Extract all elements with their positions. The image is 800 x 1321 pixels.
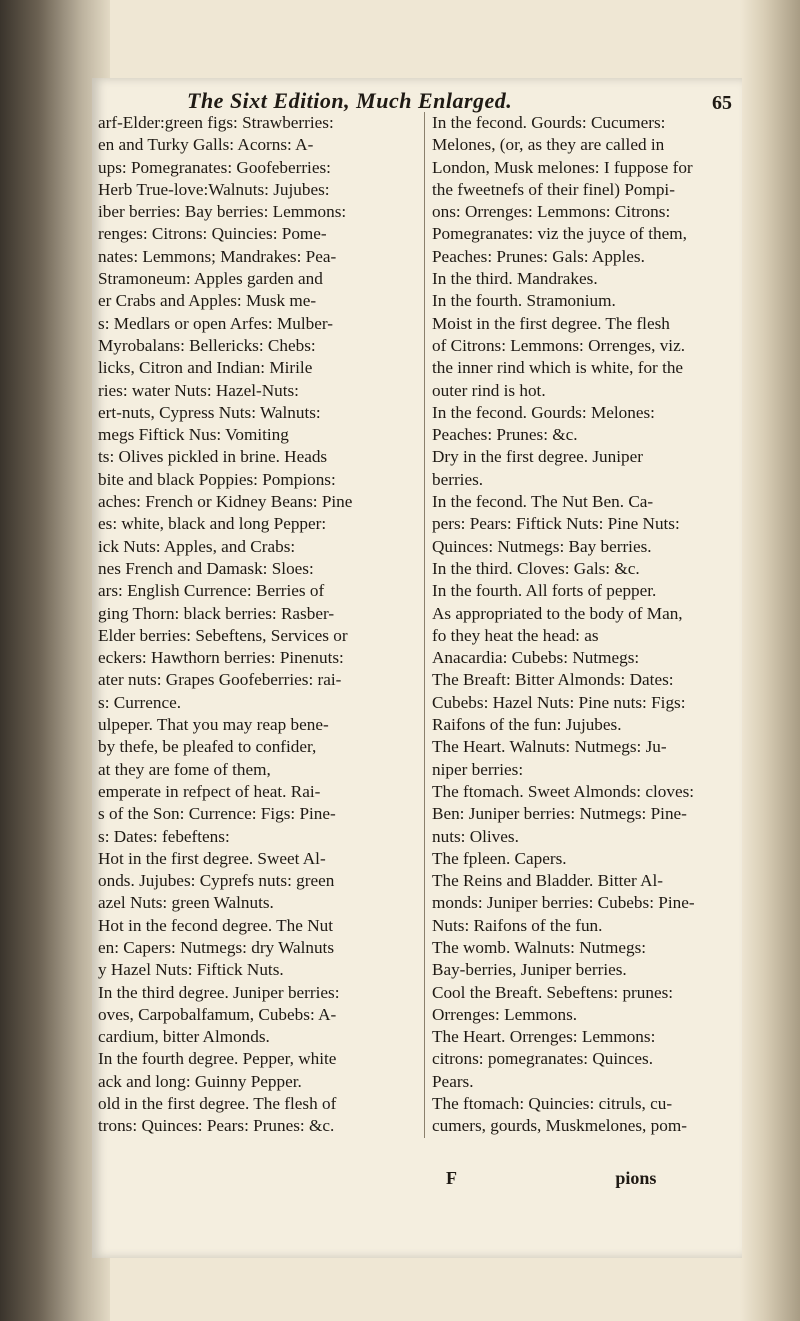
text-line: In the fourth. Stramonium. (432, 291, 616, 311)
text-line: nes French and Damask: Sloes: (98, 558, 314, 578)
text-line: The ftomach: Quincies: citruls, cu- (432, 1094, 673, 1114)
text-line: Pears. (432, 1071, 474, 1091)
text-line: Raifons of the fun: Jujubes. (432, 715, 622, 735)
text-line: nuts: Olives. (432, 826, 519, 846)
text-line: ups: Pomegranates: Goofeberries: (98, 157, 331, 177)
text-line: es: white, black and long Pepper: (98, 514, 327, 534)
text-line: renges: Citrons: Quincies: Pome- (98, 224, 327, 244)
text-line: at they are fome of them, (98, 759, 271, 779)
text-line: cardium, bitter Almonds. (98, 1027, 270, 1047)
text-line: Quinces: Nutmegs: Bay berries. (432, 536, 652, 556)
text-line: citrons: pomegranates: Quinces. (432, 1049, 653, 1069)
text-line: Cubebs: Hazel Nuts: Pine nuts: Figs: (432, 692, 686, 712)
text-line: The womb. Walnuts: Nutmegs: (432, 937, 647, 957)
text-line: ging Thorn: black berries: Rasber- (98, 603, 335, 623)
page-header (112, 82, 732, 116)
right-text-column (432, 112, 737, 1138)
text-line: outer rind is hot. (432, 380, 546, 400)
text-line: bite and black Poppies: Pompions: (98, 469, 336, 489)
text-line: Orrenges: Lemmons. (432, 1004, 578, 1024)
text-line: ert-nuts, Cypress Nuts: Walnuts: (98, 402, 321, 422)
text-line: en and Turky Galls: Acorns: A- (98, 135, 314, 155)
text-line: The Reins and Bladder. Bitter Al- (432, 871, 664, 891)
text-line: azel Nuts: green Walnuts. (98, 893, 274, 913)
text-line: trons: Quinces: Pears: Prunes: &c. (98, 1116, 335, 1136)
text-line: Stramoneum: Apples garden and (98, 269, 323, 289)
page-number: 65 (712, 92, 732, 114)
text-line: London, Musk melones: I fuppose for (432, 157, 693, 177)
text-line: of Citrons: Lemmons: Orrenges, viz. (432, 335, 685, 355)
text-line: ater nuts: Grapes Goofeberries: rai- (98, 670, 342, 690)
text-line: Moist in the first degree. The flesh (432, 313, 670, 333)
text-line: In the third. Cloves: Gals: &c. (432, 558, 640, 578)
text-line: Hot in the fecond degree. The Nut (98, 915, 333, 935)
text-line: berries. (432, 469, 484, 489)
text-line: ts: Olives pickled in brine. Heads (98, 447, 328, 467)
text-line: Pomegranates: viz the juyce of them, (432, 224, 687, 244)
text-line: ons: Orrenges: Lemmons: Citrons: (432, 202, 671, 222)
text-line: eckers: Hawthorn berries: Pinenuts: (98, 648, 344, 668)
text-line: s: Currence. (98, 692, 182, 712)
text-line: The Breaft: Bitter Almonds: Dates: (432, 670, 674, 690)
text-line: pers: Pears: Fiftick Nuts: Pine Nuts: (432, 514, 680, 534)
text-line: Nuts: Raifons of the fun. (432, 915, 603, 935)
text-line: Dry in the first degree. Juniper (432, 447, 643, 467)
text-line: ars: English Currence: Berries of (98, 581, 325, 601)
text-line: The Heart. Walnuts: Nutmegs: Ju- (432, 737, 667, 757)
text-line: oves, Carpobalfamum, Cubebs: A- (98, 1004, 337, 1024)
page-right-margin (740, 0, 800, 1321)
catchword: pions (615, 1168, 657, 1188)
text-line: Peaches: Prunes: &c. (432, 425, 578, 445)
text-line: Bay-berries, Juniper berries. (432, 960, 627, 980)
text-line: As appropriated to the body of Man, (432, 603, 683, 623)
text-line: In the fourth degree. Pepper, white (98, 1049, 337, 1069)
running-title: The Sixt Edition, Much Enlarged. (187, 88, 513, 113)
book-page (92, 78, 742, 1258)
text-line: cumers, gourds, Muskmelones, pom- (432, 1116, 687, 1136)
text-line: The ftomach. Sweet Almonds: cloves: (432, 781, 695, 801)
text-line: fo they heat the head: as (432, 625, 599, 645)
text-line: In the fecond. The Nut Ben. Ca- (432, 492, 654, 512)
text-line: megs Fiftick Nus: Vomiting (98, 425, 289, 445)
text-line: Myrobalans: Bellericks: Chebs: (98, 335, 316, 355)
text-line: Anacardia: Cubebs: Nutmegs: (432, 648, 640, 668)
text-line: The Heart. Orrenges: Lemmons: (432, 1027, 656, 1047)
text-line: Cool the Breaft. Sebeftens: prunes: (432, 982, 674, 1002)
text-line: er Crabs and Apples: Musk me- (98, 291, 317, 311)
text-line: ack and long: Guinny Pepper. (98, 1071, 302, 1091)
left-text-column (98, 112, 425, 1138)
text-line: s: Medlars or open Arfes: Mulber- (98, 313, 333, 333)
text-line: In the third. Mandrakes. (432, 269, 598, 289)
text-line: Melones, (or, as they are called in (432, 135, 665, 155)
text-line: en: Capers: Nutmegs: dry Walnuts (98, 937, 335, 957)
text-line: the inner rind which is white, for the (432, 358, 684, 378)
text-line: monds: Juniper berries: Cubebs: Pine- (432, 893, 695, 913)
text-line: Herb True-love:Walnuts: Jujubes: (98, 179, 330, 199)
signature-letter: F (446, 1168, 457, 1188)
text-line: In the fecond. Gourds: Cucumers: (432, 113, 666, 132)
text-line: s: Dates: febeftens: (98, 826, 230, 846)
text-line: aches: French or Kidney Beans: Pine (98, 492, 353, 512)
text-line: by thefe, be pleafed to confider, (98, 737, 317, 757)
text-line: Peaches: Prunes: Gals: Apples. (432, 246, 645, 266)
text-line: ick Nuts: Apples, and Crabs: (98, 536, 296, 556)
text-line: niper berries: (432, 759, 524, 779)
text-line: the fweetnefs of their finel) Pompi- (432, 179, 675, 199)
signature-mark (446, 1168, 656, 1189)
text-line: onds. Jujubes: Cyprefs nuts: green (98, 871, 335, 891)
text-line: s of the Son: Currence: Figs: Pine- (98, 804, 336, 824)
text-line: old in the first degree. The flesh of (98, 1094, 337, 1114)
text-line: In the fourth. All forts of pepper. (432, 581, 657, 601)
text-line: In the fecond. Gourds: Melones: (432, 402, 655, 422)
text-line: In the third degree. Juniper berries: (98, 982, 340, 1002)
text-line: licks, Citron and Indian: Mirile (98, 358, 313, 378)
text-line: iber berries: Bay berries: Lemmons: (98, 202, 347, 222)
text-line: ulpeper. That you may reap bene- (98, 715, 329, 735)
text-line: ries: water Nuts: Hazel-Nuts: (98, 380, 299, 400)
text-line: y Hazel Nuts: Fiftick Nuts. (98, 960, 284, 980)
text-line: Elder berries: Sebeftens, Services or (98, 625, 348, 645)
text-line: Hot in the first degree. Sweet Al- (98, 848, 326, 868)
text-line: emperate in refpect of heat. Rai- (98, 781, 321, 801)
text-line: The fpleen. Capers. (432, 848, 567, 868)
text-line: arf-Elder:green figs: Strawberries: (98, 113, 334, 132)
text-line: nates: Lemmons; Mandrakes: Pea- (98, 246, 337, 266)
text-line: Ben: Juniper berries: Nutmegs: Pine- (432, 804, 687, 824)
